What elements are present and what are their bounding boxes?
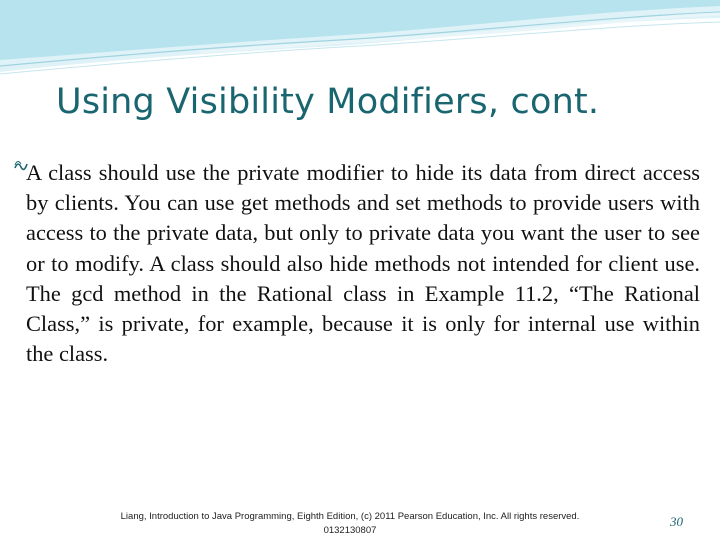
footer-citation: Liang, Introduction to Java Programming, Eighth Edition, (c) 2011 Pearson Education, Inc. All rights reserved. 0132130807 bbox=[120, 511, 580, 536]
body-text: A class should use the private modifier to hide its data from direct access by clients. You can use get methods and set methods to provide users with access to the private data, but only to private data you want the user to see or to modify. A class should also hide methods not intended for client use. The gcd method in the Rational class in Example 11.2, “The Rational Class,” is private, for example, because it is only for internal use within the class. bbox=[26, 160, 700, 367]
wave-bullet-icon bbox=[14, 159, 28, 173]
header-wave-decoration bbox=[0, 0, 720, 90]
body-bullet bbox=[10, 158, 700, 369]
slide-title: Using Visibility Modifiers, cont. bbox=[56, 82, 600, 122]
page-number: 30 bbox=[670, 514, 683, 529]
